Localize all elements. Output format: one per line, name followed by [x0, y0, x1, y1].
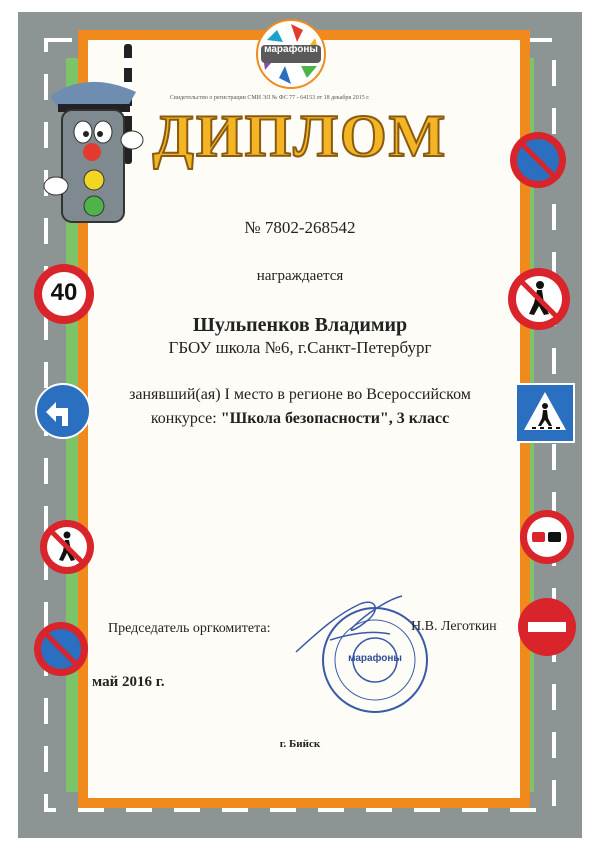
no-pedestrians-sign-left	[38, 518, 96, 576]
chair-label: Председатель оргкомитета:	[108, 621, 271, 636]
traffic-light-mascot	[28, 40, 158, 230]
issue-date: май 2016 г.	[92, 674, 165, 690]
school-name: ГБОУ школа №6, г.Санкт-Петербург	[168, 338, 432, 357]
issue-city: г. Бийск	[279, 738, 321, 750]
no-parking-sign-left	[32, 620, 90, 678]
signer-name: Н.В. Леготкин	[411, 619, 497, 634]
speed-limit-value: 40	[50, 279, 78, 306]
contest-name: "Школа безопасности", 3 класс	[220, 410, 450, 427]
no-entry-sign	[516, 596, 578, 658]
registration-text: Свидетельство о регистрации СМИ ЭЛ № ФС 77 - 64153 от 18 декабря 2015 г.	[170, 95, 370, 101]
result-line-1: занявший(ая) I место в регионе во Всероссийском	[129, 386, 471, 403]
stamp-logo-text: марафоны	[348, 653, 402, 664]
certificate-number: № 7802-268542	[244, 218, 356, 237]
no-overtaking-sign	[518, 508, 576, 566]
contest-prefix: конкурсе:	[150, 410, 221, 427]
diploma-title-text: ДИПЛОМ	[152, 103, 448, 169]
no-parking-sign-right	[508, 130, 568, 190]
diploma-title	[150, 100, 450, 170]
logo-text: марафоны	[264, 44, 318, 55]
awarded-label: награждается	[256, 268, 344, 284]
recipient-name: Шульпенков Владимир	[192, 314, 408, 336]
result-line-2	[0, 410, 600, 428]
